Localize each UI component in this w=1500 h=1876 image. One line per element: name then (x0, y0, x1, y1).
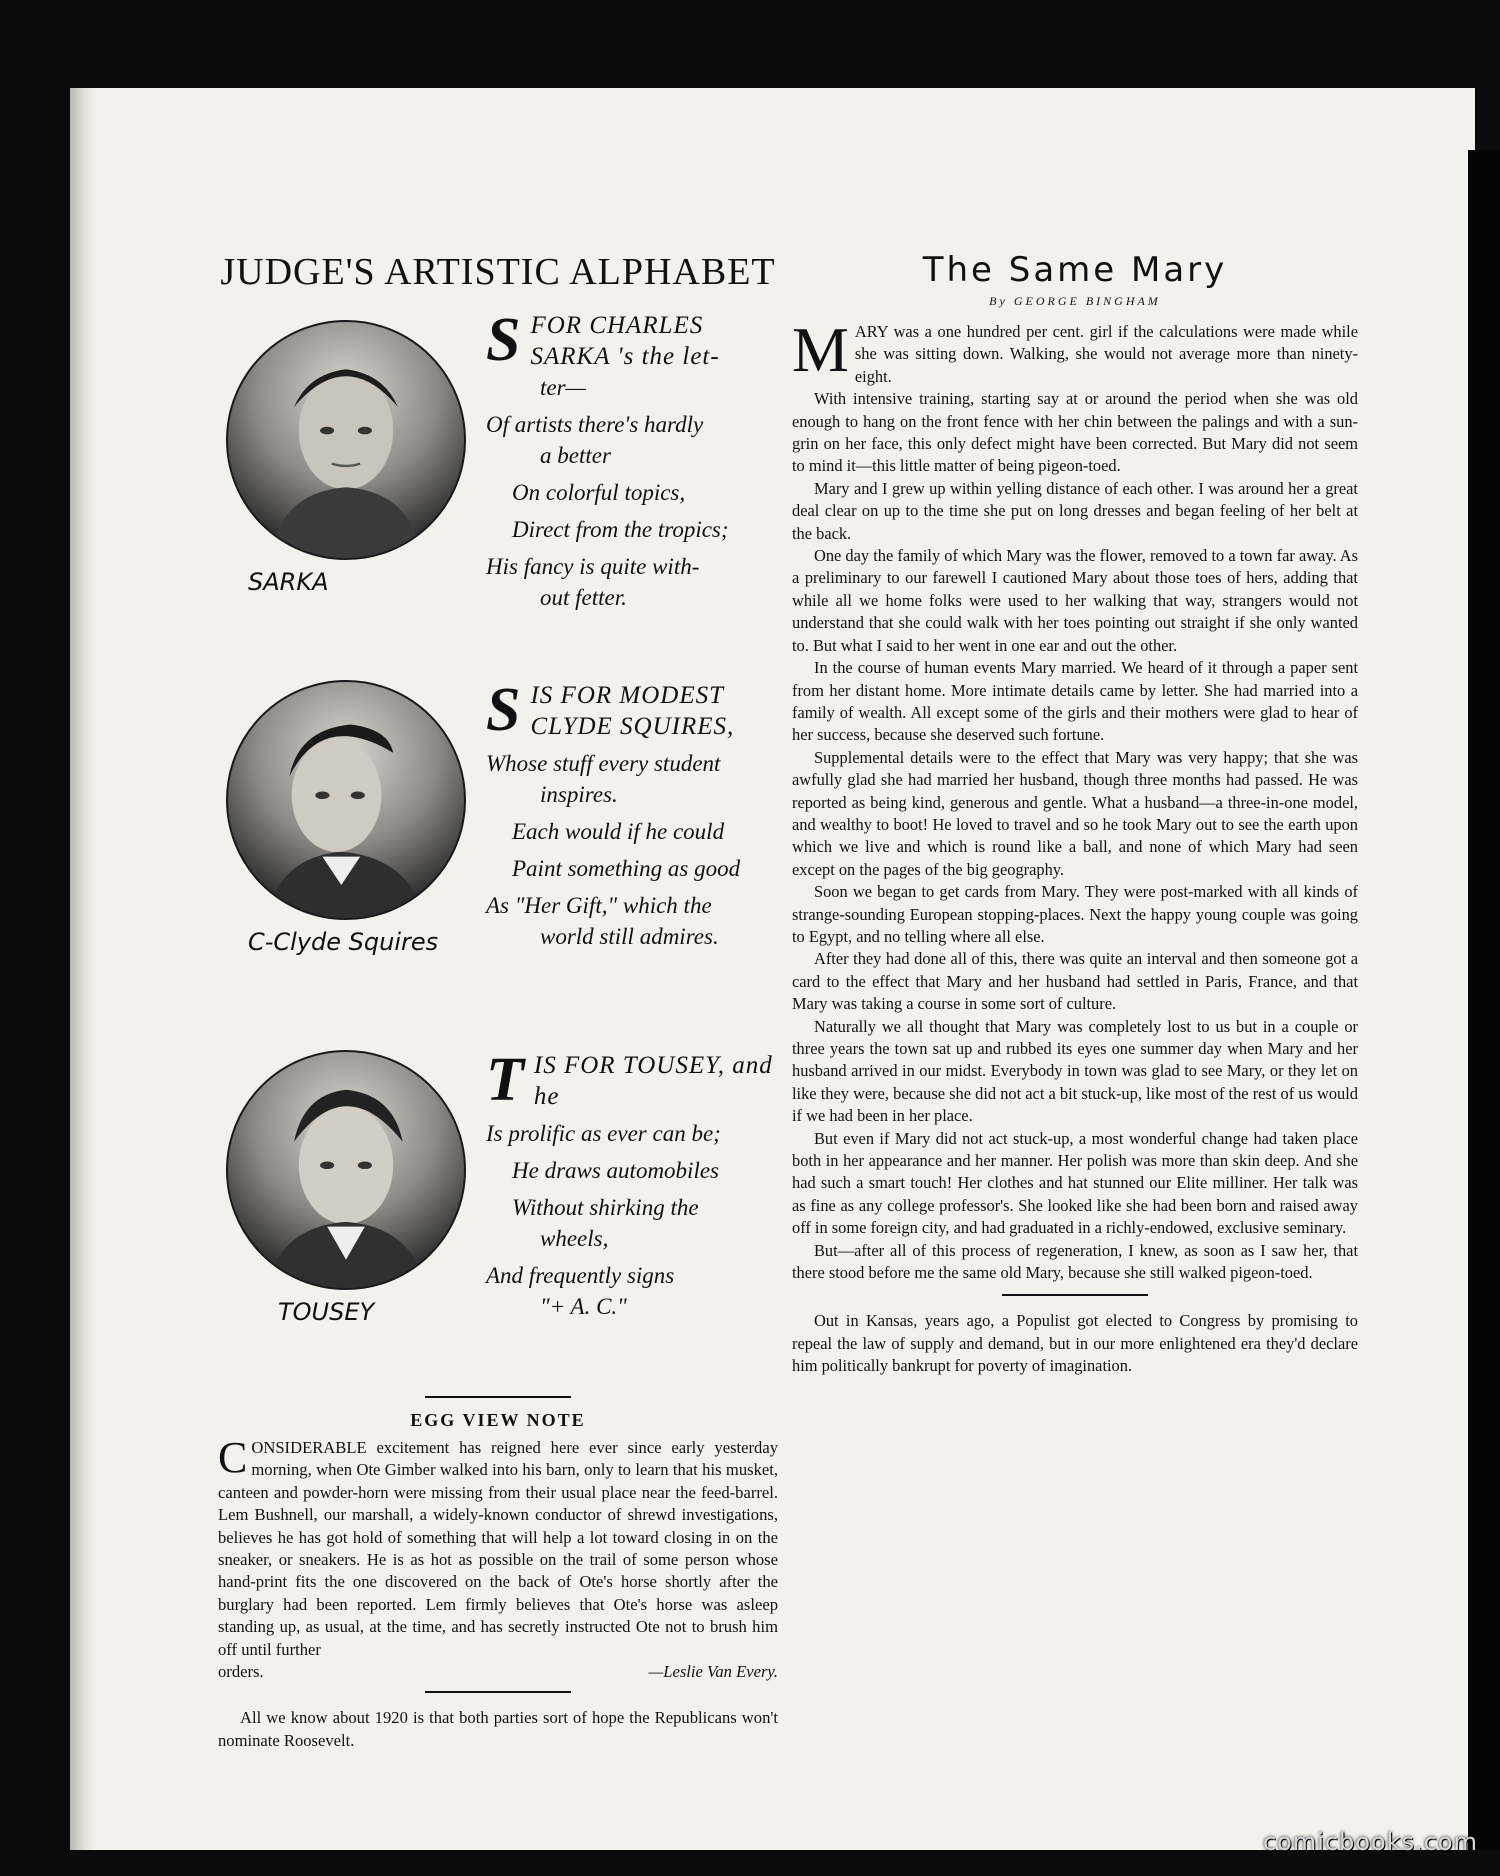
section-rule (425, 1396, 571, 1398)
portrait-illustration (228, 1052, 464, 1288)
portrait-squires (226, 680, 466, 920)
verse-line: His fancy is quite with- (486, 554, 700, 579)
egg-note-attribution-line (218, 1661, 778, 1683)
portrait-sarka (226, 320, 466, 560)
verse-dropcap: S (486, 306, 521, 374)
verse-line: Paint something as good (512, 856, 741, 881)
verse-dropcap: T (486, 1046, 524, 1114)
egg-note-title: EGG VIEW NOTE (410, 1410, 586, 1430)
watermark-logo: comicbooks.com (1262, 1828, 1478, 1856)
egg-note-attribution: —Leslie Van Every. (648, 1662, 778, 1682)
verse-line: a better (540, 443, 611, 468)
egg-note-body (218, 1433, 778, 1683)
alphabet-entry-tousey (218, 1046, 778, 1396)
quip-1920-text: All we know about 1920 is that both parties sort of hope the Republicans won't nominate Roosevelt. (218, 1708, 778, 1750)
alphabet-entry-squires (218, 676, 778, 1050)
quip-1920 (218, 1707, 778, 1752)
story-paragraph: Supplemental details were to the effect that Mary was very happy; that she was awfully glad she had married her husband, though three months had passed. He was reported as being kind, generous and gentle. What a husband—a three-in-one model, and wealthy to boot! He loved to travel and so he took Mary out to see the earth upon which we live and which is round like a ball, and none of which Mary had seen except on the pages of the big geography. (792, 747, 1358, 879)
story-paragraph: After they had done all of this, there was quite an interval and then someone got a card to the effect that Mary and her husband had settled in Paris, France, and that Mary was taking a course in some sort of culture. (792, 949, 1358, 1014)
verse-line: As "Her Gift," which the (486, 893, 712, 918)
story-paragraph: Soon we began to get cards from Mary. They were post-marked with all kinds of strange-sounding European stopping-places. Next the happy young couple was going to Egypt, and no telling where all else. (792, 882, 1358, 946)
verse-tousey (486, 1046, 782, 1322)
verse-line: He draws automobiles (512, 1158, 719, 1183)
portrait-illustration (228, 322, 464, 558)
story-paragraph: But even if Mary did not act stuck-up, a most wonderful change had taken place both in her appearance and her manner. Her polish was more than skin deep. And she had such a smart touch! Her clothes and hat stunned our Elite milliner. Her talk was as fine as any college professor's. She looked like she had been born and raised away off in some foreign city, and had graduated in a richly-endowed, exclusive seminary. (792, 1128, 1358, 1238)
section-rule (1002, 1294, 1148, 1296)
signature-tousey: TOUSEY (278, 1298, 375, 1326)
verse-line: "+ A. C." (540, 1294, 627, 1319)
portrait-illustration (228, 682, 464, 918)
left-column (218, 250, 778, 1752)
story-body (792, 314, 1358, 1284)
signature-squires: C-Clyde Squires (248, 928, 439, 956)
verse-line: Direct from the tropics; (512, 517, 729, 542)
scan-edge (1468, 150, 1500, 1850)
signature-sarka: SARKA (248, 568, 329, 596)
egg-note-paragraph (218, 1433, 778, 1661)
story-first-text: ARY was a one hundred per cent. girl if the calculations were made while she was sitting down. Walking, she would not average more than ninety-eight. (854, 322, 1358, 386)
story-paragraph: Mary and I grew up within yelling distance of each other. I was around her a great deal clear on up to the time she put on long dresses and began feeling of her belt at the back. (792, 478, 1358, 543)
verse-head: FOR CHARLES SARKA 's the let- (530, 312, 720, 370)
story-dropcap: M (792, 314, 849, 385)
story-paragraph: But—after all of this process of regeneration, I knew, as soon as I saw her, that there stood before me the same old Mary, because she still walked pigeon-toed. (792, 1240, 1358, 1283)
story-paragraph: One day the family of which Mary was the flower, removed to a town far away. As a preliminary to our farewell I cautioned Mary about those toes of hers, adding that while all we home folks were used to her walking that way, strangers would not understand that she could walk with her toes pointing out straight if she only wanted to. But what I said to her went in one ear and out the other. (792, 546, 1358, 655)
verse-line: And frequently signs (486, 1263, 675, 1288)
verse-sarka (486, 306, 782, 613)
verse-line: Of artists there's hardly (486, 412, 704, 437)
kansas-quip (792, 1310, 1358, 1377)
section-rule (425, 1691, 571, 1693)
story-paragraph: In the course of human events Mary married. We heard of it through a paper sent from her distant home. More intimate details came by letter. She had married into a family of wealth. All except some of the girls and their mothers were glad to hear of her success, because she deserved such fortune. (792, 658, 1358, 745)
story-paragraph (792, 314, 1358, 388)
story-paragraph: Naturally we all thought that Mary was completely lost to us but in a couple or three years the town sat up and rubbed its eyes one summer day when Mary and her husband arrived in our midst. Everybody in town was glad to see Mary, or they let on like they were, because she did not act a bit stuck-up, like most of the rest of us would if we had been in her place. (792, 1016, 1358, 1126)
verse-line: Whose stuff every student (486, 751, 721, 776)
alphabet-entry-sarka (218, 306, 778, 680)
verse-squires (486, 676, 782, 952)
verse-head: IS FOR TOUSEY, and he (533, 1052, 773, 1110)
story-byline: By GEORGE BINGHAM (989, 294, 1161, 308)
verse-head: IS FOR MODEST CLYDE SQUIRES, (530, 682, 735, 740)
verse-line: world still admires. (540, 924, 719, 949)
egg-note-dropcap: C (218, 1433, 248, 1482)
egg-note-text: ONSIDERABLE excitement has reigned here ever since early yesterday morning, when Ote Gimber walked into his barn, only to learn that his musket, canteen and powder-horn were missing from their usual place near the feed-barrel. Lem Bushnell, our marshall, a widely-known conductor of shrewd investigations, believes he has got hold of something that will help a lot toward closing in on the sneaker, or sneakers. He is as hot as possible on the trail of some person whose hand-print fits the one discovered on the back of Ote's horse shortly after the burglary had been reported. Lem firmly believes that Ote's horse was asleep standing up, as usual, at the time, and has secretly instructed Ote not to brush him off until further (218, 1438, 778, 1659)
verse-line: ter— (540, 375, 586, 400)
verse-line: Without shirking the (512, 1195, 699, 1220)
kansas-quip-text: Out in Kansas, years ago, a Populist got elected to Congress by promising to repeal the law of supply and demand, but in our more enlightened era they'd declare him politically bankrupt for poverty of imagination. (792, 1311, 1358, 1376)
verse-dropcap: S (486, 676, 521, 744)
story-paragraph: With intensive training, starting say at or around the period when she was old enough to hang on the front fence with her chin between the palings and with a sun-grin on her face, this only defect might have been corrected. But Mary did not seem to mind it—this little matter of being pigeon-toed. (792, 389, 1358, 476)
portrait-tousey (226, 1050, 466, 1290)
verse-line: out fetter. (540, 585, 627, 610)
right-column (792, 250, 1358, 1378)
egg-note-last-word: orders. (218, 1662, 264, 1682)
verse-line: wheels, (540, 1226, 609, 1251)
verse-line: inspires. (540, 782, 618, 807)
story-title: The Same Mary (922, 250, 1228, 290)
verse-line: Is prolific as ever can be; (486, 1121, 721, 1146)
binding-shadow (70, 88, 96, 1850)
verse-line: Each would if he could (512, 819, 725, 844)
verse-line: On colorful topics, (512, 480, 686, 505)
alphabet-title: JUDGE'S ARTISTIC ALPHABET (220, 251, 776, 293)
